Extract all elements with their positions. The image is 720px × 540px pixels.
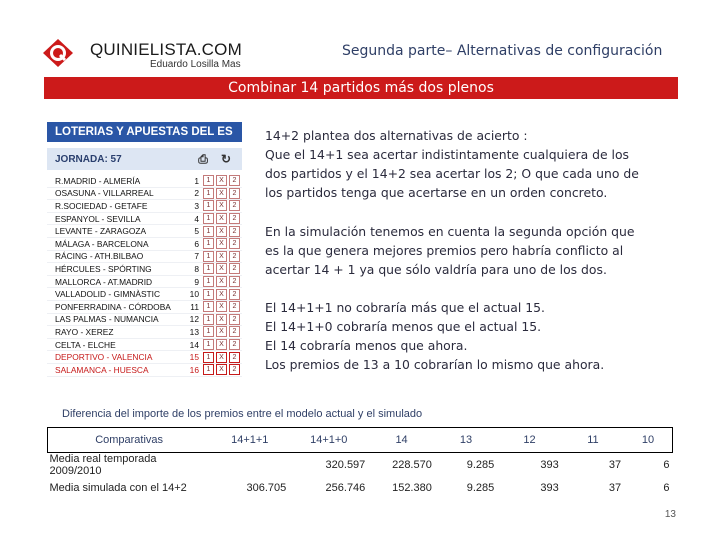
bet-checkbox-x[interactable]: X	[216, 200, 227, 211]
match-name: LAS PALMAS - NUMANCIA	[55, 314, 159, 325]
text-line: es la que genera mejores premios pero habría conflicto al	[265, 243, 624, 258]
bet-checkbox-2[interactable]: 2	[229, 226, 240, 237]
q-logo-icon	[40, 38, 76, 68]
table-cell: 306.705	[246, 482, 287, 494]
table-cell: 6	[663, 482, 670, 494]
match-row	[47, 200, 242, 213]
text-line: El 14+1+0 cobraría menos que el actual 15.	[265, 319, 542, 334]
bet-checkbox-x[interactable]: X	[216, 326, 227, 337]
match-row	[47, 351, 242, 364]
match-number: 15	[189, 352, 199, 363]
row-label: Media simulada con el 14+2	[49, 482, 187, 494]
match-number: 14	[189, 339, 199, 350]
match-row	[47, 314, 242, 327]
match-row	[47, 263, 242, 276]
column-header: 13	[435, 428, 497, 453]
bet-checkbox-2[interactable]: 2	[229, 188, 240, 199]
bet-checkbox-2[interactable]: 2	[229, 200, 240, 211]
match-number: 10	[189, 289, 199, 300]
bet-checkbox-1[interactable]: 1	[203, 213, 214, 224]
bet-checkbox-x[interactable]: X	[216, 276, 227, 287]
refresh-icon: ↻	[220, 152, 232, 166]
table-header-row	[48, 428, 673, 453]
bet-checkbox-2[interactable]: 2	[229, 314, 240, 325]
bet-checkbox-2[interactable]: 2	[229, 339, 240, 350]
bet-checkbox-1[interactable]: 1	[203, 263, 214, 274]
match-row	[47, 188, 242, 201]
bet-checkbox-2[interactable]: 2	[229, 175, 240, 186]
page-number: 13	[664, 509, 676, 520]
match-row	[47, 225, 242, 238]
brand-name: QUINIELISTA.COM	[90, 40, 242, 59]
bet-checkbox-x[interactable]: X	[216, 339, 227, 350]
match-name: DEPORTIVO - VALENCIA	[55, 352, 153, 363]
match-name: OSASUNA - VILLARREAL	[55, 188, 154, 199]
text-line: los partidos tenga que acertarse en un orden concreto.	[265, 185, 608, 200]
bet-checkbox-x[interactable]: X	[216, 175, 227, 186]
column-header: 11	[562, 428, 624, 453]
column-header: 14+1+1	[210, 428, 289, 453]
slide-title: Segunda parte– Alternativas de configuración	[342, 43, 663, 59]
bet-checkbox-1[interactable]: 1	[203, 200, 214, 211]
table-cell: 256.746	[325, 482, 366, 494]
bet-checkbox-x[interactable]: X	[216, 314, 227, 325]
match-number: 3	[194, 200, 199, 211]
bet-checkbox-1[interactable]: 1	[203, 175, 214, 186]
paragraph-simulation	[265, 222, 685, 279]
match-number: 16	[189, 364, 199, 375]
match-row	[47, 301, 242, 314]
print-icon: ⎙	[198, 152, 208, 166]
table-cell	[210, 453, 289, 478]
row-label: Media real temporada 2009/2010	[49, 453, 157, 477]
paragraph-alternatives	[265, 126, 685, 202]
match-name: R.MADRID - ALMERÍA	[55, 175, 141, 186]
match-row	[47, 213, 242, 226]
table-cell: 320.597	[325, 459, 366, 471]
column-header: 14+1+0	[289, 428, 368, 453]
bet-checkbox-1[interactable]: 1	[203, 301, 214, 312]
bet-checkbox-x[interactable]: X	[216, 251, 227, 262]
bet-checkbox-2[interactable]: 2	[229, 364, 240, 375]
bet-checkbox-x[interactable]: X	[216, 188, 227, 199]
table-caption: Diferencia del importe de los premios entre el modelo actual y el simulado	[62, 408, 423, 420]
bet-checkbox-1[interactable]: 1	[203, 339, 214, 350]
match-number: 4	[194, 213, 199, 224]
text-line: Que el 14+1 sea acertar indistintamente cualquiera de los	[265, 147, 630, 162]
match-name: MÁLAGA - BARCELONA	[55, 238, 149, 249]
table-cell: 9.285	[466, 459, 495, 471]
bet-checkbox-2[interactable]: 2	[229, 352, 240, 363]
column-header: Comparativas	[48, 428, 211, 453]
table-cell: 393	[540, 482, 559, 494]
bet-checkbox-x[interactable]: X	[216, 213, 227, 224]
bet-checkbox-x[interactable]: X	[216, 289, 227, 300]
match-list	[47, 175, 242, 377]
bet-checkbox-x[interactable]: X	[216, 364, 227, 375]
table-cell: 6	[663, 459, 670, 471]
table-cell: 37	[608, 459, 622, 471]
match-number: 7	[194, 251, 199, 262]
match-name: RAYO - XEREZ	[55, 326, 114, 337]
column-header: 12	[497, 428, 561, 453]
match-row	[47, 288, 242, 301]
text-line: El 14 cobraría menos que ahora.	[265, 338, 468, 353]
bet-checkbox-2[interactable]: 2	[229, 213, 240, 224]
match-name: VALLADOLID - GIMNÀSTIC	[55, 289, 161, 300]
match-name: HÉRCULES - SPÓRTING	[55, 263, 152, 274]
match-number: 1	[194, 175, 199, 186]
bet-checkbox-1[interactable]: 1	[203, 364, 214, 375]
bet-checkbox-1[interactable]: 1	[203, 251, 214, 262]
table-cell: 228.570	[392, 459, 432, 471]
text-line: acertar 14 + 1 ya que sólo valdría para uno de los dos.	[265, 262, 607, 277]
column-header: 14	[368, 428, 435, 453]
match-name: PONFERRADINA - CÓRDOBA	[55, 301, 171, 312]
match-name: LEVANTE - ZARAGOZA	[55, 226, 147, 237]
text-line: El 14+1+1 no cobraría más que el actual 15.	[265, 300, 545, 315]
author-name: Eduardo Losilla Mas	[150, 59, 241, 70]
match-number: 5	[194, 226, 199, 237]
bet-checkbox-x[interactable]: X	[216, 226, 227, 237]
bet-checkbox-2[interactable]: 2	[229, 301, 240, 312]
match-number: 11	[190, 301, 199, 312]
match-name: MALLORCA - AT.MADRID	[55, 276, 153, 287]
table-row	[48, 453, 673, 478]
paragraph-prizes	[265, 298, 685, 374]
bet-checkbox-1[interactable]: 1	[203, 352, 214, 363]
match-name: SALAMANCA - HUESCA	[55, 364, 149, 375]
match-number: 12	[189, 314, 199, 325]
bet-checkbox-x[interactable]: X	[216, 238, 227, 249]
match-number: 9	[194, 276, 199, 287]
lottery-header: LOTERIAS Y APUESTAS DEL ES	[47, 122, 242, 142]
match-row	[47, 364, 242, 377]
bet-checkbox-1[interactable]: 1	[203, 326, 214, 337]
bet-checkbox-2[interactable]: 2	[229, 263, 240, 274]
table-cell: 9.285	[466, 482, 495, 494]
bet-checkbox-2[interactable]: 2	[229, 276, 240, 287]
match-name: CELTA - ELCHE	[55, 339, 116, 350]
match-name: RÁCING - ATH.BILBAO	[55, 251, 144, 262]
match-row	[47, 339, 242, 352]
comparison-table	[47, 427, 673, 499]
table-row	[48, 477, 673, 499]
jornada-bar	[47, 148, 242, 170]
match-row	[47, 326, 242, 339]
match-row	[47, 238, 242, 251]
match-row	[47, 276, 242, 289]
match-number: 6	[194, 238, 199, 249]
match-number: 8	[194, 263, 199, 274]
table-cell: 393	[540, 459, 559, 471]
bet-checkbox-2[interactable]: 2	[229, 326, 240, 337]
jornada-label: JORNADA: 57	[55, 153, 122, 165]
bet-checkbox-2[interactable]: 2	[229, 238, 240, 249]
bet-checkbox-1[interactable]: 1	[203, 238, 214, 249]
bet-checkbox-1[interactable]: 1	[203, 188, 214, 199]
bet-checkbox-x[interactable]: X	[216, 263, 227, 274]
match-name: ESPANYOL - SEVILLA	[55, 213, 141, 224]
bet-checkbox-1[interactable]: 1	[203, 289, 214, 300]
match-row	[47, 175, 242, 188]
bet-checkbox-x[interactable]: X	[216, 301, 227, 312]
table-cell: 152.380	[392, 482, 432, 494]
text-line: dos partidos y el 14+2 sea acertar los 2; O que cada uno de	[265, 166, 639, 181]
lottery-ticket-image	[47, 122, 242, 392]
bet-checkbox-2[interactable]: 2	[229, 289, 240, 300]
bet-checkbox-2[interactable]: 2	[229, 251, 240, 262]
text-line: En la simulación tenemos en cuenta la segunda opción que	[265, 224, 635, 239]
text-line: 14+2 plantea dos alternativas de acierto :	[265, 128, 528, 143]
match-number: 13	[189, 326, 199, 337]
match-row	[47, 251, 242, 264]
bet-checkbox-1[interactable]: 1	[203, 314, 214, 325]
banner-title: Combinar 14 partidos más dos plenos	[44, 77, 678, 99]
bet-checkbox-x[interactable]: X	[216, 352, 227, 363]
table-cell: 37	[608, 482, 622, 494]
match-name: R.SOCIEDAD - GETAFE	[55, 200, 148, 211]
bet-checkbox-1[interactable]: 1	[203, 226, 214, 237]
match-number: 2	[194, 188, 199, 199]
column-header: 10	[624, 428, 672, 453]
text-line: Los premios de 13 a 10 cobrarían lo mismo que ahora.	[265, 357, 605, 372]
bet-checkbox-1[interactable]: 1	[203, 276, 214, 287]
